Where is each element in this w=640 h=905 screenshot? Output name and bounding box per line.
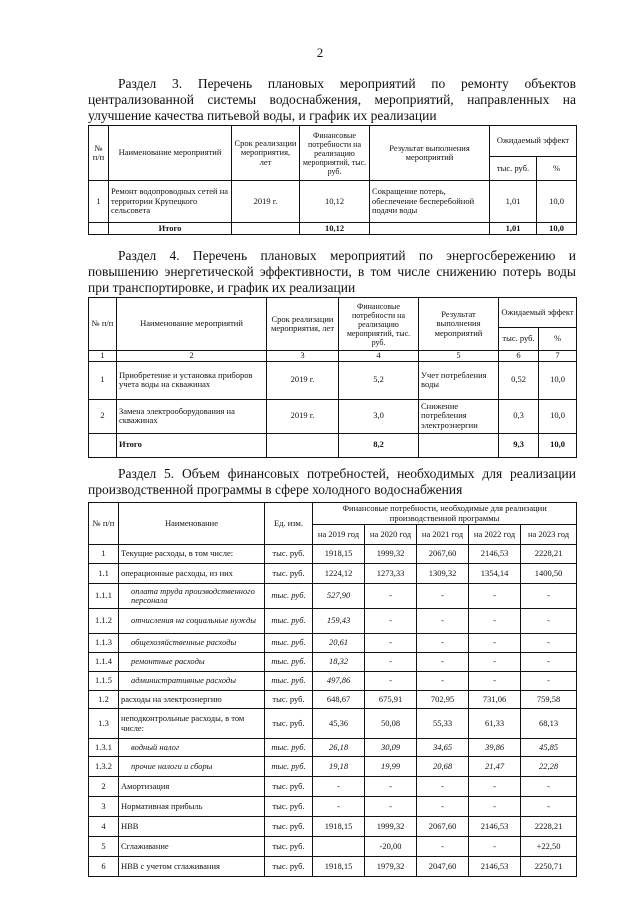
header-year-2020: на 2020 год — [365, 525, 417, 545]
header-name: Наименование — [119, 503, 265, 545]
header-effect: Ожидаемый эффект — [490, 126, 577, 157]
header-finance: Финансовые потребности на реализацию мероприятий, тыс. руб. — [339, 298, 419, 351]
table-row: 1.1.1 оплата труда производственного персонала тыс. руб. 527,90 - - - - — [89, 584, 577, 609]
table-row: 1.1.2 отчисления на социальные нужды тыс. руб. 159,43 - - - - — [89, 609, 577, 634]
table-row: 1 Текущие расходы, в том числе: тыс. руб. 1918,15 1999,32 2067,60 2146,53 2228,21 — [89, 545, 577, 564]
header-unit: Ед. изм. — [265, 503, 313, 545]
table-row: 1.1 операционные расходы, из них тыс. руб. 1224,12 1273,33 1309,32 1354,14 1400,50 — [89, 564, 577, 584]
header-year-2023: на 2023 год — [521, 525, 577, 545]
table-row: 3 Нормативная прибыль тыс. руб. - - - - - — [89, 797, 577, 817]
table-row: 1 Ремонт водопроводных сетей на территории Крупецкого сельсовета 2019 г. 10,12 Сокращение потерь, обеспечение бесперебойной подачи воды 1,01 10,0 — [89, 181, 577, 223]
table-row: 1.1.4 ремонтные расходы тыс. руб. 18,32 - - - - — [89, 653, 577, 672]
section4-title: Раздел 4. Перечень плановых мероприятий по энергосбережению и повышению энергетической эффективности, в том числе снижению потерь воды при транспортировке, и график их реализации — [88, 248, 576, 295]
section3-title: Раздел 3. Перечень плановых мероприятий по ремонту объектов централизованной системы водоснабжения, мероприятий, направленных на улучшение качества питьевой воды, и график их реализации — [88, 76, 576, 123]
header-year-2021: на 2021 год — [417, 525, 469, 545]
header-result: Результат выполнения мероприятий — [419, 298, 499, 351]
page-number: 2 — [316, 45, 324, 60]
header-year-2022: на 2022 год — [469, 525, 521, 545]
table-row: 2 Замена электрооборудования на скважинах 2019 г. 3,0 Снижение потребления электроэнергии 0,3 10,0 — [89, 399, 577, 433]
header-term: Срок реализации мероприятия, лет — [232, 126, 300, 181]
header-num: № п/п — [89, 298, 117, 351]
header-finance: Финансовые потребности на реализацию мероприятий, тыс. руб. — [300, 126, 370, 181]
header-finance-group: Финансовые потребности, необходимые для реализации производственной программы — [313, 503, 577, 525]
table-row: 5 Сглаживание тыс. руб. -20,00 - - +22,50 — [89, 837, 577, 857]
column-numbers-row: 1 2 3 4 5 6 7 — [89, 351, 577, 362]
header-effect-abs: тыс. руб. — [499, 328, 539, 351]
section5-table — [88, 502, 577, 877]
table-row: 1 Приобретение и установка приборов учета воды на скважинах 2019 г. 5,2 Учет потребления воды 0,52 10,0 — [89, 361, 577, 399]
section3-table — [88, 125, 577, 235]
header-result: Результат выполнения мероприятий — [370, 126, 490, 181]
header-name: Наименование мероприятий — [109, 126, 232, 181]
table-row: 4 НВВ тыс. руб. 1918,15 1999,32 2067,60 2146,53 2228,21 — [89, 817, 577, 837]
table-row: 1.3.2 прочие налоги и сборы тыс. руб. 19,18 19,99 20,68 21,47 22,28 — [89, 757, 577, 777]
header-year-2019: на 2019 год — [313, 525, 365, 545]
table-row: 1.3.1 водный налог тыс. руб. 26,18 30,09 34,65 39,86 45,85 — [89, 739, 577, 757]
header-num: № п/п — [89, 503, 119, 545]
table-row: 1.3 неподконтрольные расходы, в том числе: тыс. руб. 45,36 50,08 55,33 61,33 68,13 — [89, 709, 577, 739]
table-row: 1.2 расходы на электроэнергию тыс. руб. 648,67 675,91 702,95 731,06 759,58 — [89, 691, 577, 709]
table-row: 6 НВВ с учетом сглаживания тыс. руб. 1918,15 1979,32 2047,60 2146,53 2250,71 — [89, 857, 577, 877]
table-row: 1.1.3 общехозяйственные расходы тыс. руб. 20,61 - - - - — [89, 634, 577, 653]
section4-table — [88, 297, 577, 458]
header-effect-pct: % — [537, 157, 577, 181]
header-effect: Ожидаемый эффект — [499, 298, 577, 328]
header-num: № п/п — [89, 126, 109, 181]
header-name: Наименование мероприятий — [117, 298, 267, 351]
table-row: 2 Амортизация тыс. руб. - - - - - — [89, 777, 577, 797]
header-effect-abs: тыс. руб. — [490, 157, 537, 181]
section5-title: Раздел 5. Объем финансовых потребностей, необходимых для реализации производственной программы в сфере холодного водоснабжения — [88, 466, 576, 497]
total-row: Итого 8,2 9,3 10,0 — [89, 433, 577, 457]
header-term: Срок реализации мероприятия, лет — [267, 298, 339, 351]
header-effect-pct: % — [539, 328, 577, 351]
table-row: 1.1.5 административные расходы тыс. руб. 497,86 - - - - — [89, 672, 577, 691]
total-row: Итого 10,12 1,01 10,0 — [89, 223, 577, 235]
